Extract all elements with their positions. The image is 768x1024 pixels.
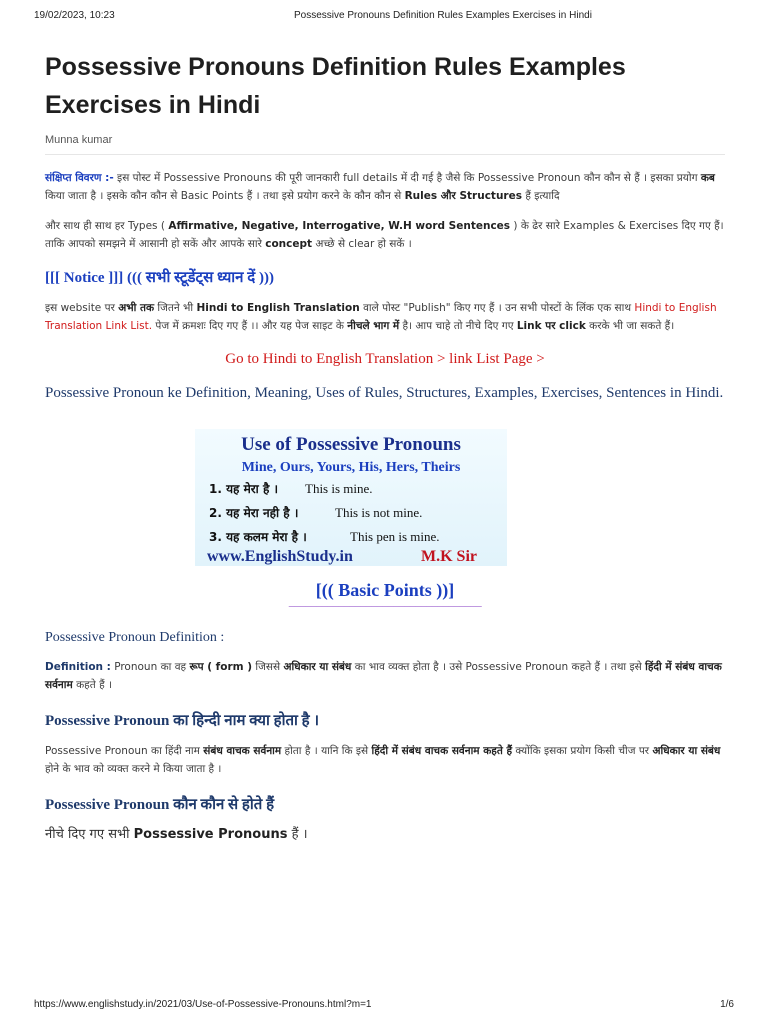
section-heading: Possessive Pronoun ke Definition, Meaning, Uses of Rules, Structures, Examples, Exercises, Sentences in Hindi. — [45, 385, 724, 401]
hindi-name-sambandh: संबंध वाचक सर्वनाम — [203, 745, 282, 757]
notice-abhi-tak: अभी तक — [118, 302, 155, 314]
basic-points-heading: [(( Basic Points ))] — [315, 580, 455, 600]
banner-line3-english: This pen is mine. — [350, 529, 440, 544]
notice-text-1: इस website पर — [45, 302, 119, 314]
which-text-1: नीचे दिए गए सभी — [45, 827, 134, 842]
page-title-line1: Possessive Pronouns Definition Rules Examples — [45, 53, 626, 81]
banner-title: Use of Possessive Pronouns — [241, 434, 461, 455]
possessive-pronouns-banner-image — [195, 429, 507, 566]
banner-line1-hindi: 1. यह मेरा है । — [209, 482, 279, 496]
definition-label: Definition : — [45, 661, 111, 673]
types-paragraph — [45, 217, 725, 253]
notice-text-5: है। आप चाहे तो नीचे दिए गए — [399, 320, 517, 332]
types-text-1: और साथ ही साथ हर Types ( — [45, 220, 169, 232]
banner-site: www.EnglishStudy.in — [207, 548, 353, 565]
banner-graphic — [195, 429, 507, 566]
summary-text-1: इस पोस्ट में Possessive Pronouns की पूरी जानकारी full details में दी गई है जैसे कि Possessive Pronoun कौन कौन से हैं । इसका प्रयोग — [113, 172, 701, 184]
types-text-2: ) के ढेर सारे Examples & Exercises दिए गए हैं। ताकि आपको समझने में आसानी हो सकें और आपके सारे — [45, 220, 724, 250]
banner-subtitle: Mine, Ours, Yours, His, Hers, Theirs — [241, 460, 461, 475]
summary-rules: Rules और Structures — [404, 190, 522, 202]
hindi-name-adhikar: अधिकार या संबंध — [652, 745, 721, 757]
print-url: https://www.englishstudy.in/2021/03/Use-of-Possessive-Pronouns.html?m=1 — [34, 999, 372, 1010]
banner-line2-english: This is not mine. — [335, 505, 423, 520]
page-number: 1/6 — [720, 999, 734, 1010]
print-datetime: 19/02/2023, 10:23 — [34, 10, 115, 21]
types-list: Affirmative, Negative, Interrogative, W.H word Sentences — [168, 220, 511, 232]
summary-kab: कब — [700, 172, 715, 184]
page-title-line2: Exercises in Hindi — [45, 91, 261, 119]
definition-text-3: का भाव व्यक्त होता है । उसे Possessive Pronoun कहते हैं । तथा इसे — [351, 661, 646, 673]
notice-heading: [[[ Notice ]]] ((( सभी स्टूडेंट्स ध्यान दें ))) — [45, 270, 274, 286]
notice-paragraph — [45, 299, 725, 335]
banner-sir: M.K Sir — [421, 548, 477, 565]
definition-hindi-name: हिंदी में संबंध वाचक सर्वनाम — [45, 661, 722, 691]
definition-paragraph — [45, 658, 725, 694]
hindi-name-paragraph — [45, 742, 725, 778]
translation-list-link[interactable]: Hindi to English Translation Link List. — [45, 302, 717, 332]
hindi-name-heading: Possessive Pronoun का हिन्दी नाम क्या होता है । — [45, 713, 320, 729]
definition-roop: रूप ( form ) — [189, 661, 253, 673]
basic-points-underline: ___________________________________ — [288, 599, 482, 610]
banner-line1-english: This is mine. — [305, 481, 373, 496]
definition-text-1: Pronoun का वह — [110, 661, 190, 673]
definition-text-4: कहते हैं । — [72, 679, 112, 691]
hindi-name-text-3: क्योंकि इसका प्रयोग किसी चीज पर — [512, 745, 653, 757]
summary-text-2: किया जाता है । इसके कौन कौन से Basic Points हैं । तथा इसे प्रयोग करने के कौन कौन से — [45, 190, 405, 202]
print-doc-title: Possessive Pronouns Definition Rules Examples Exercises in Hindi — [294, 10, 592, 21]
which-bold: Possessive Pronouns — [133, 827, 288, 842]
notice-text-6: करके भी जा सकते हैं। — [585, 320, 675, 332]
which-pronouns-heading: Possessive Pronoun कौन कौन से होते हैं — [45, 797, 275, 813]
definition-adhikar: अधिकार या संबंध — [283, 661, 352, 673]
notice-text-3: वाले पोस्ट "Publish" किए गए हैं । उन सभी पोस्टों के लिंक एक साथ — [359, 302, 635, 314]
notice-neeche: नीचले भाग में — [347, 320, 400, 332]
notice-h2e: Hindi to English Translation — [196, 302, 360, 314]
banner-line2-hindi: 2. यह मेरा नही है । — [209, 506, 299, 520]
summary-paragraph — [45, 169, 725, 205]
author-name: Munna kumar — [45, 134, 725, 155]
types-concept: concept — [265, 238, 313, 250]
goto-translation-link[interactable]: Go to Hindi to English Translation > link List Page > — [225, 351, 545, 367]
banner-line3-hindi: 3. यह कलम मेरा है । — [209, 530, 307, 544]
summary-text-3: हैं इत्यादि — [521, 190, 560, 202]
summary-label: संक्षिप्त विवरण :- — [45, 172, 114, 184]
definition-text-2: जिससे — [252, 661, 284, 673]
definition-heading: Possessive Pronoun Definition : — [45, 630, 225, 645]
hindi-name-text-2: होता है । यानि कि इसे — [281, 745, 372, 757]
hindi-name-hindi-me: हिंदी में संबंध वाचक सर्वनाम कहते हैं — [371, 745, 513, 757]
notice-text-2: जितने भी — [154, 302, 197, 314]
notice-text-4: पेज में क्रमशः दिए गए हैं ।। और यह पेज साइट के — [152, 320, 348, 332]
hindi-name-text-1: Possessive Pronoun का हिंदी नाम — [45, 745, 204, 757]
article-content — [45, 48, 725, 842]
hindi-name-text-4: होने के भाव को व्यक्त करने मे किया जाता है । — [45, 763, 222, 775]
page-title — [45, 48, 725, 124]
notice-click: Link पर click — [516, 320, 586, 332]
types-text-3: अच्छे से clear हो सकें । — [312, 238, 412, 250]
which-pronouns-paragraph — [45, 824, 725, 842]
which-text-2: हैं । — [287, 827, 308, 842]
